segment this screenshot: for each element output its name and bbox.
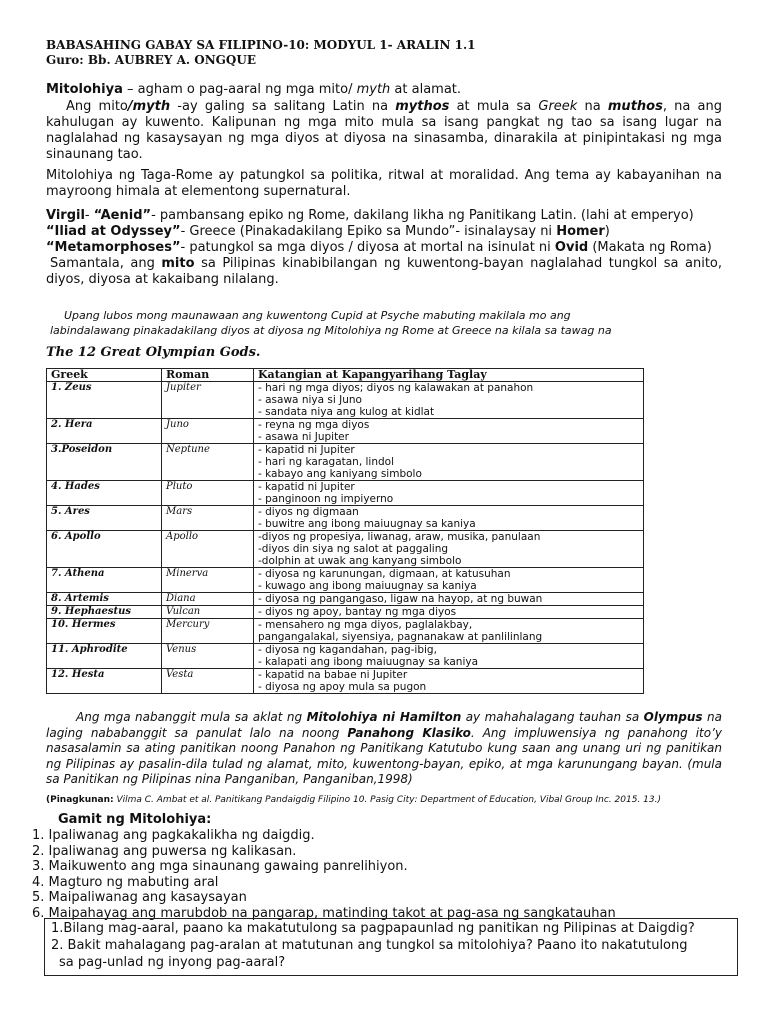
greek-name: 8. Artemis (47, 593, 162, 606)
greek-name: 12. Hesta (47, 669, 162, 694)
greek-name: 7. Athena (47, 568, 162, 593)
source-citation: (Pinagkunan: Vilma C. Ambat et al. Panitikang Pandaigdig Filipino 10. Pasig City: Department of Education, Vibal Group Inc. 2015. 13.) (46, 795, 661, 805)
traits-cell (254, 506, 644, 531)
traits-cell (254, 568, 644, 593)
traits-cell (254, 481, 644, 506)
table-row (47, 382, 644, 419)
metamorphoses-line: “Metamorphoses”- patungkol sa mga diyos / diyosa at mortal na isinulat ni Ovid (Makata ng Roma) (46, 240, 712, 255)
traits-cell (254, 593, 644, 606)
hamilton-paragraph: Ang mga nabanggit mula sa aklat ng Mitolohiya ni Hamilton ay mahahalagang tauhan sa Olympus na laging nababanggit sa panulat lalo na noong Panahong Klasiko. Ang impluwensiya ng panahong ito’y nasasalamin sa ating panitikan noong Panahon ng Panitikang Katutubo kung saan ang unang uri ng panitikan ng Pilipinas ay pasalin-dila tulad ng alamat, mito, kuwentong-bayan, epiko, at mga karunungang bayan. (mula sa Panitikan ng Pilipinas nina Panganiban, Panganiban,1998) (46, 710, 722, 787)
roman-name: Juno (162, 419, 254, 444)
gods-title: The 12 Great Olympian Gods. (46, 345, 261, 360)
greek-name: 4. Hades (47, 481, 162, 506)
trait-line: -dolphin at uwak ang kanyang simbolo (258, 555, 462, 567)
roman-name: Mercury (162, 619, 254, 644)
teacher-name: Guro: Bb. AUBREY A. ONGQUE (46, 53, 256, 67)
trait-line: - buwitre ang ibong maiuugnay sa kaniya (258, 518, 476, 530)
traits-cell (254, 669, 644, 694)
col-greek: Greek (47, 369, 162, 382)
roman-name: Neptune (162, 444, 254, 481)
traits-cell (254, 619, 644, 644)
roman-name: Minerva (162, 568, 254, 593)
traits-cell (254, 444, 644, 481)
trait-line: - diyosa ng karunungan, digmaan, at katusuhan (258, 568, 511, 580)
lead-in-paragraph: Upang lubos mong maunawaan ang kuwentong Cupid at Psyche mabuting makilala mo ang labindalawang pinakadakilang diyos at diyosa ng Mitolohiya ng Rome at Greece na kilala sa tawag na (50, 309, 612, 337)
table-row (47, 568, 644, 593)
greek-name: 11. Aphrodite (47, 644, 162, 669)
trait-line: - kapatid ni Jupiter (258, 444, 355, 456)
greek-name: 1. Zeus (47, 382, 162, 419)
trait-line: -diyos ng propesiya, liwanag, araw, musika, panulaan (258, 531, 541, 543)
question-2: 2. Bakit mahalagang pag-aralan at matutunan ang tungkol sa mitolohiya? Paano ito nakatutulong (51, 938, 688, 953)
trait-line: - hari ng karagatan, lindol (258, 456, 395, 468)
table-row (47, 669, 644, 694)
virgil-line: Virgil- “Aenid”- pambansang epiko ng Rome, dakilang likha ng Panitikang Latin. (lahi at emperyo) (46, 208, 694, 223)
table-row (47, 444, 644, 481)
list-item: 1. Ipaliwanag ang pagkakalikha ng daigdig. (32, 828, 315, 843)
roman-name: Mars (162, 506, 254, 531)
trait-line: - diyosa ng kagandahan, pag-ibig, (258, 644, 437, 656)
trait-line: - hari ng mga diyos; diyos ng kalawakan at panahon (258, 382, 534, 394)
question-2-cont: sa pag-unlad ng inyong pag-aaral? (59, 955, 286, 970)
mito-paragraph: Ang mito/myth -ay galing sa salitang Latin na mythos at mula sa Greek na muthos, na ang kahulugan ay kuwento. Kalipunan ng mga mito mula sa isang pangkat ng tao sa isang lugar na naglalahad ng kasaysayan ng mga diyos at diyosa na sinasamba, dinarakila at pinipintakasi ng mga sinaunang tao. (46, 99, 722, 162)
trait-line: pangangalakal, siyensiya, pagnanakaw at panlilinlang (258, 631, 543, 643)
trait-line: - diyos ng digmaan (258, 506, 359, 518)
trait-line: - kalapati ang ibong maiuugnay sa kaniya (258, 656, 479, 668)
list-item: 3. Maikuwento ang mga sinaunang gawaing panrelihiyon. (32, 859, 408, 875)
traits-cell (254, 382, 644, 419)
roman-name: Apollo (162, 531, 254, 568)
olympian-gods-table (46, 368, 644, 694)
trait-line: - asawa niya si Juno (258, 394, 362, 406)
traits-cell (254, 606, 644, 619)
table-row (47, 531, 644, 568)
trait-line: - kapatid na babae ni Jupiter (258, 669, 408, 681)
trait-line: - asawa ni Jupiter (258, 431, 349, 443)
trait-line: - sandata niya ang kulog at kidlat (258, 406, 435, 418)
list-item: 5. Maipaliwanag ang kasaysayan (32, 890, 247, 906)
traits-cell (254, 644, 644, 669)
greek-name: 6. Apollo (47, 531, 162, 568)
trait-line: - diyosa ng pangangaso, ligaw na hayop, at ng buwan (258, 593, 543, 605)
trait-line: - kapatid ni Jupiter (258, 481, 355, 493)
roman-name: Vesta (162, 669, 254, 694)
iliad-line: “Iliad at Odyssey”- Greece (Pinakadakilang Epiko sa Mundo”- isinalaysay ni Homer) (46, 224, 610, 239)
table-row (47, 606, 644, 619)
greek-name: 5. Ares (47, 506, 162, 531)
greek-name: 9. Hephaestus (47, 606, 162, 619)
roman-name: Venus (162, 644, 254, 669)
table-header-row (47, 369, 644, 382)
table-row (47, 644, 644, 669)
roman-name: Pluto (162, 481, 254, 506)
greek-name: 3.Poseidon (47, 444, 162, 481)
questions-box (44, 918, 738, 976)
trait-line: - panginoon ng impiyerno (258, 493, 394, 505)
table-row (47, 506, 644, 531)
table-row (47, 481, 644, 506)
table-row (47, 593, 644, 606)
works-paragraph (46, 208, 722, 288)
rome-paragraph: Mitolohiya ng Taga-Rome ay patungkol sa politika, ritwal at moralidad. Ang tema ay kabayanihan na mayroong himala at elementong supernatural. (46, 168, 722, 199)
col-roman: Roman (162, 369, 254, 382)
question-1: 1.Bilang mag-aaral, paano ka makatutulong sa pagpapaunlad ng panitikan ng Pilipinas at Daigdig? (51, 921, 695, 936)
traits-cell (254, 419, 644, 444)
document-title: BABASAHING GABAY SA FILIPINO-10: MODYUL 1- ARALIN 1.1 (46, 38, 476, 52)
greek-name: 2. Hera (47, 419, 162, 444)
trait-line: - reyna ng mga diyos (258, 419, 370, 431)
roman-name: Vulcan (162, 606, 254, 619)
trait-line: - mensahero ng mga diyos, paglalakbay, (258, 619, 473, 631)
list-item: 6. Maipahayag ang marubdob na pangarap, matinding takot at pag-asa ng sangkatauhan (32, 905, 616, 921)
gamit-title: Gamit ng Mitolohiya: (58, 812, 212, 827)
roman-name: Jupiter (162, 382, 254, 419)
table-row (47, 619, 644, 644)
greek-name: 10. Hermes (47, 619, 162, 644)
trait-line: -diyos din siya ng salot at paggaling (258, 543, 449, 555)
trait-line: - diyosa ng apoy mula sa pugon (258, 681, 427, 693)
roman-name: Diana (162, 593, 254, 606)
term-mitolohiya: Mitolohiya (46, 82, 123, 97)
table-body (47, 382, 644, 694)
trait-line: - kuwago ang ibong maiuugnay sa kaniya (258, 580, 477, 592)
list-item: 4. Magturo ng mabuting aral (32, 874, 219, 890)
table-row (47, 419, 644, 444)
samantala-line: Samantala, ang mito sa Pilipinas kinabibilangan ng kuwentong-bayan naglalahad tungkol sa anito, diyos, diyosa at kakaibang nilalang. (46, 256, 722, 287)
list-item: 2. Ipaliwanag ang puwersa ng kalikasan. (32, 843, 297, 859)
gamit-list (32, 828, 616, 922)
traits-cell (254, 531, 644, 568)
trait-line: - diyos ng apoy, bantay ng mga diyos (258, 606, 457, 618)
col-katangian: Katangian at Kapangyarihang Taglay (254, 369, 644, 382)
mitolohiya-definition: Mitolohiya – agham o pag-aaral ng mga mito/ myth at alamat. (46, 82, 462, 97)
trait-line: - kabayo ang kaniyang simbolo (258, 468, 422, 480)
